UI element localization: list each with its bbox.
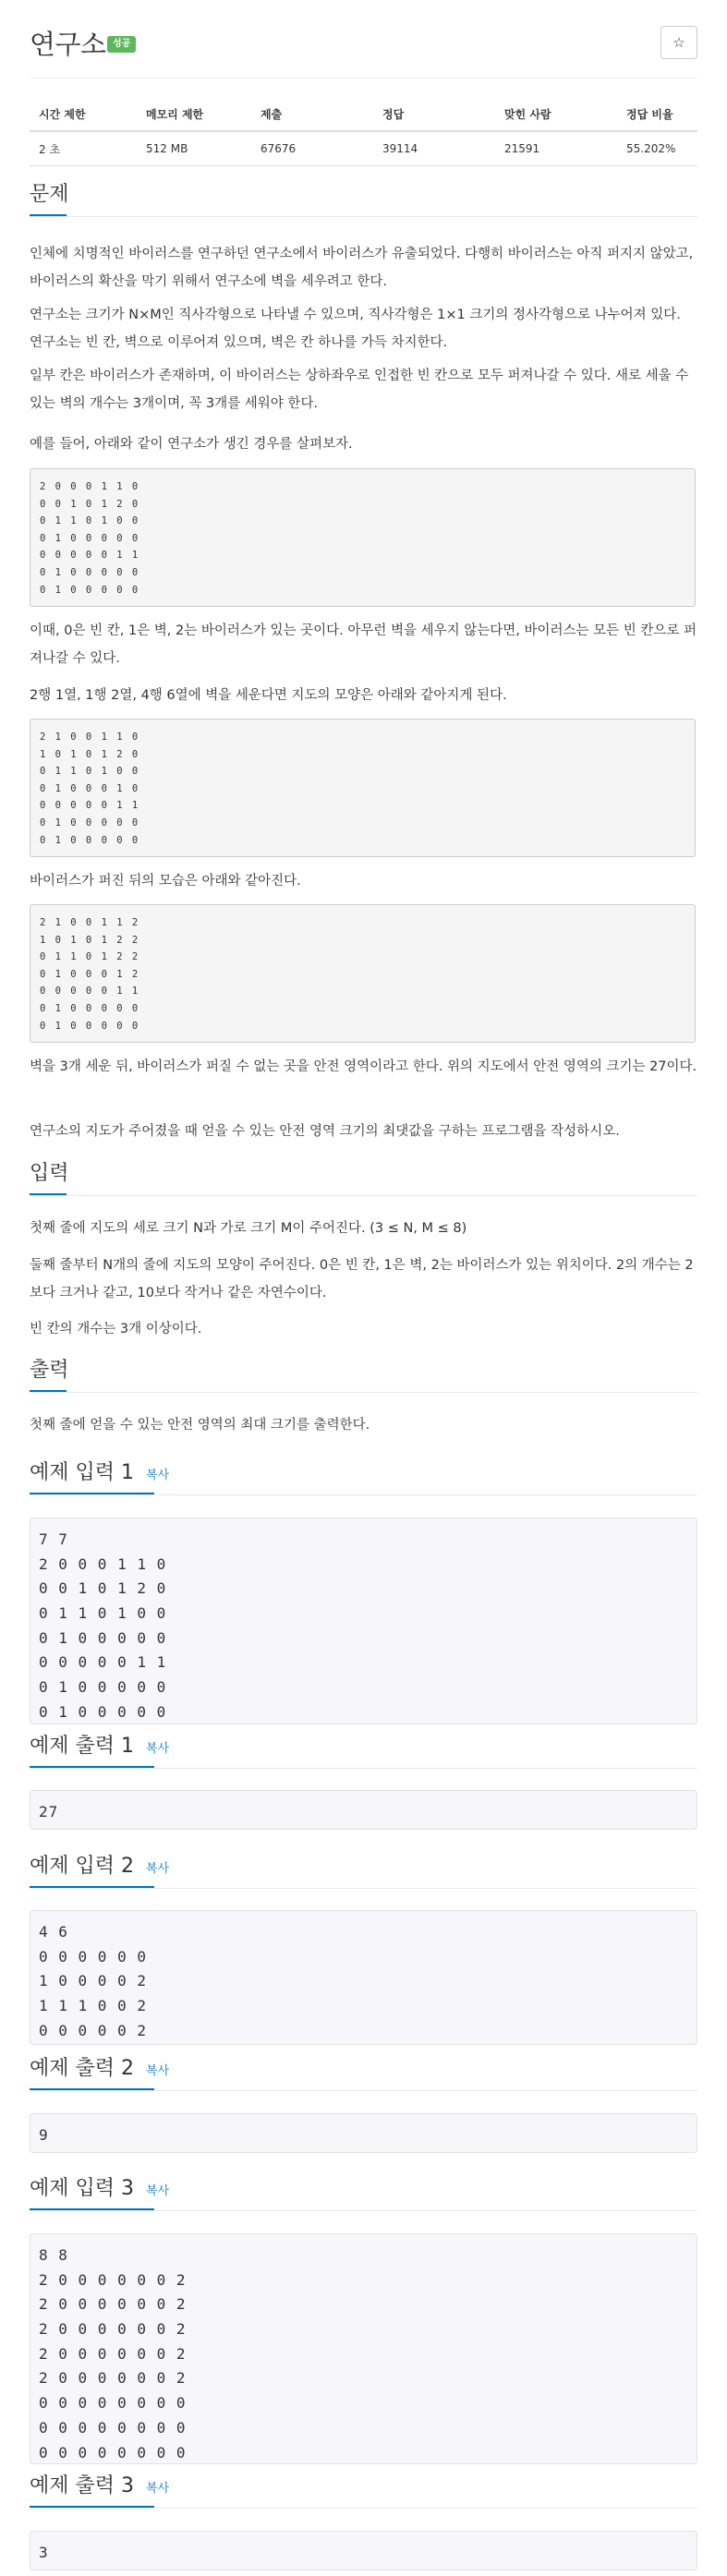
copy-button[interactable]: 복사: [146, 2184, 170, 2198]
section-divider: [30, 1195, 697, 1196]
info-header-submit: 제출: [251, 98, 373, 131]
info-time-limit: 2 초: [30, 131, 137, 166]
grid-row: 0 1 1 0 1 0 0: [40, 515, 140, 527]
section-divider: [30, 2508, 697, 2509]
example-grid-2: [30, 719, 696, 857]
sample-title-text: 예제 입력 2: [30, 1855, 134, 1878]
grid-row: 0 1 0 0 0 0 0: [40, 816, 140, 828]
sample-line: 27: [39, 1803, 59, 1820]
star-button[interactable]: [660, 26, 697, 59]
output-title-text: 출력: [30, 1359, 69, 1382]
sample-title-text: 예제 출력 1: [30, 1735, 134, 1758]
sample-line: 1 0 0 0 0 2: [39, 1972, 147, 1990]
sample-input-3: [30, 2233, 697, 2464]
header-divider: [30, 78, 697, 79]
info-solvers: 21591: [495, 131, 617, 166]
section-divider: [30, 1768, 697, 1769]
sample-line: 0 0 1 0 1 2 0: [39, 1579, 167, 1598]
grid-row: 0 1 0 0 0 0 0: [40, 566, 140, 578]
info-accept-ratio: 55.202%: [617, 131, 697, 166]
info-accepted: 39114: [373, 131, 495, 166]
grid-row: 0 1 0 0 0 0 0: [40, 584, 140, 596]
info-memory-limit: 512 MB: [137, 131, 251, 166]
copy-button[interactable]: 복사: [146, 1742, 170, 1756]
sample-line: 0 0 0 0 0 0 0 0: [39, 2443, 187, 2461]
sample-input-1: [30, 1518, 697, 1724]
grid-row: 2 0 0 0 1 1 0: [40, 481, 140, 492]
info-header-solvers: 맞힌 사람: [495, 98, 617, 131]
grid-row: 1 0 1 0 1 2 2: [40, 934, 140, 946]
sample-title-text: 예제 출력 3: [30, 2474, 134, 2497]
output-section-title: [30, 1354, 69, 1383]
sample-line: 3: [39, 2544, 49, 2561]
grid-row: 1 0 1 0 1 2 0: [40, 748, 140, 760]
section-divider: [30, 1888, 697, 1889]
sample-line: 0 0 0 0 0 0 0 0: [39, 2394, 187, 2413]
sample-line: 7 7: [39, 1530, 68, 1548]
copy-button[interactable]: 복사: [146, 2064, 170, 2078]
problem-info-table: [30, 98, 697, 166]
section-divider: [30, 1392, 697, 1393]
grid-row: 0 1 0 0 0 0 0: [40, 1002, 140, 1014]
grid-row: 0 1 0 0 0 0 0: [40, 1020, 140, 1032]
sample-line: 0 1 0 0 0 0 0: [39, 1628, 167, 1647]
sample-line: 0 1 0 0 0 0 0: [39, 1678, 167, 1697]
info-header-memory: 메모리 제한: [137, 98, 251, 131]
star-icon: ☆: [672, 34, 685, 51]
sample-input-1-title: [30, 1457, 169, 1485]
example-grid-3: [30, 904, 696, 1043]
page-header: [30, 26, 697, 67]
input-title-text: 입력: [30, 1162, 69, 1185]
info-header-accepted: 정답: [373, 98, 495, 131]
sample-input-2-title: [30, 1850, 169, 1879]
sample-output-1-title: [30, 1730, 169, 1759]
section-divider: [30, 2210, 697, 2211]
sample-output-2-title: [30, 2052, 169, 2081]
problem-paragraph: 벽을 3개 세운 뒤, 바이러스가 퍼질 수 없는 곳을 안전 영역이라고 한다. 위의 지도에서 안전 영역의 크기는 27이다.: [30, 1059, 697, 1074]
problem-paragraph: 바이러스가 퍼진 뒤의 모습은 아래와 같아진다.: [30, 874, 301, 889]
info-table-header-row: [30, 98, 697, 131]
grid-row: 0 1 1 0 1 2 2: [40, 951, 140, 963]
grid-row: 0 0 0 0 0 1 1: [40, 986, 140, 998]
input-paragraph: 첫째 줄에 지도의 세로 크기 N과 가로 크기 M이 주어진다. (3 ≤ N, M ≤ 8): [30, 1221, 467, 1236]
sample-line: 2 0 0 0 0 0 0 2: [39, 2270, 187, 2289]
sample-title-text: 예제 입력 3: [30, 2177, 134, 2200]
grid-row: 2 1 0 0 1 1 0: [40, 732, 140, 743]
section-divider: [30, 1494, 697, 1495]
sample-title-text: 예제 입력 1: [30, 1461, 134, 1484]
grid-row: 0 1 0 0 0 0 0: [40, 532, 140, 544]
sample-line: 0 1 1 0 1 0 0: [39, 1604, 167, 1623]
sample-line: 2 0 0 0 0 0 0 2: [39, 2369, 187, 2388]
info-table-value-row: [30, 131, 697, 166]
sample-line: 0 0 0 0 0 0: [39, 1947, 147, 1965]
grid-row: 0 0 1 0 1 2 0: [40, 498, 140, 510]
sample-input-2: [30, 1910, 697, 2045]
section-divider: [30, 2090, 697, 2091]
copy-button[interactable]: 복사: [146, 2482, 170, 2496]
sample-line: 2 0 0 0 0 0 0 2: [39, 2320, 187, 2339]
info-header-time: 시간 제한: [30, 98, 137, 131]
problem-paragraph: 이때, 0은 빈 칸, 1은 벽, 2는 바이러스가 있는 곳이다. 아무런 벽을 세우지 않는다면, 바이러스는 모든 빈 칸으로 퍼져나갈 수 있다.: [30, 623, 697, 666]
sample-line: 1 1 1 0 0 2: [39, 1997, 147, 2015]
sample-line: 0 0 0 0 0 1 1: [39, 1653, 167, 1672]
grid-row: 0 0 0 0 0 1 1: [40, 550, 140, 562]
copy-button[interactable]: 복사: [146, 1469, 170, 1482]
sample-line: 9: [39, 2126, 49, 2144]
sample-line: 2 0 0 0 1 1 0: [39, 1554, 167, 1573]
input-paragraph: 빈 칸의 개수는 3개 이상이다.: [30, 1322, 202, 1336]
problem-paragraph: 연구소는 크기가 N×M인 직사각형으로 나타낼 수 있으며, 직사각형은 1×1 크기의 정사각형으로 나누어져 있다. 연구소는 빈 칸, 벽으로 이루어져 있으며, 벽은 칸 하나를 가득 차지한다.: [30, 308, 681, 350]
grid-row: 0 1 0 0 0 0 0: [40, 834, 140, 846]
problem-paragraph: 2행 1열, 1행 2열, 4행 6열에 벽을 세운다면 지도의 모양은 아래와 같아지게 된다.: [30, 688, 507, 703]
grid-row: 0 0 0 0 0 1 1: [40, 800, 140, 812]
sample-output-3-title: [30, 2470, 169, 2498]
sample-output-3: [30, 2531, 697, 2570]
input-paragraph: 둘째 줄부터 N개의 줄에 지도의 모양이 주어진다. 0은 빈 칸, 1은 벽, 2는 바이러스가 있는 위치이다. 2의 개수는 2보다 크거나 같고, 10보다 작거나 같은 자연수이다.: [30, 1258, 694, 1300]
example-grid-1: [30, 468, 696, 607]
input-section-title: [30, 1157, 69, 1186]
grid-row: 0 1 0 0 0 1 0: [40, 782, 140, 794]
sample-output-2: [30, 2113, 697, 2153]
sample-line: 8 8: [39, 2246, 68, 2264]
grid-row: 2 1 0 0 1 1 2: [40, 917, 140, 928]
problem-paragraph: 인체에 치명적인 바이러스를 연구하던 연구소에서 바이러스가 유출되었다. 다행히 바이러스는 아직 퍼지지 않았고, 바이러스의 확산을 막기 위해서 연구소에 벽을 세우려고 한다.: [30, 247, 694, 289]
problem-paragraph: 연구소의 지도가 주어졌을 때 얻을 수 있는 안전 영역 크기의 최댓값을 구하는 프로그램을 작성하시오.: [30, 1124, 620, 1139]
sample-title-text: 예제 출력 2: [30, 2057, 134, 2080]
sample-line: 2 0 0 0 0 0 0 2: [39, 2344, 187, 2363]
sample-line: 0 1 0 0 0 0 0: [39, 1702, 167, 1721]
sample-output-1: [30, 1790, 697, 1830]
sample-line: 0 0 0 0 0 0 0 0: [39, 2418, 187, 2437]
status-badge: 성공: [107, 36, 136, 53]
problem-section-title: [30, 178, 69, 207]
sample-line: 4 6: [39, 1923, 68, 1941]
grid-row: 0 1 1 0 1 0 0: [40, 766, 140, 778]
sample-line: 0 0 0 0 0 2: [39, 2021, 147, 2039]
grid-row: 0 1 0 0 0 1 2: [40, 968, 140, 980]
sample-line: 2 0 0 0 0 0 0 2: [39, 2295, 187, 2314]
problem-title-text: 문제: [30, 183, 69, 206]
copy-button[interactable]: 복사: [146, 1862, 170, 1876]
problem-paragraph: 일부 칸은 바이러스가 존재하며, 이 바이러스는 상하좌우로 인접한 빈 칸으로 모두 퍼져나갈 수 있다. 새로 세울 수 있는 벽의 개수는 3개이며, 꼭 3개를 세워야 한다.: [30, 369, 689, 411]
page-title: 연구소: [30, 29, 106, 60]
output-paragraph: 첫째 줄에 얻을 수 있는 안전 영역의 최대 크기를 출력한다.: [30, 1418, 370, 1433]
problem-paragraph: 예를 들어, 아래와 같이 연구소가 생긴 경우를 살펴보자.: [30, 437, 353, 452]
info-header-ratio: 정답 비율: [617, 98, 697, 131]
section-divider: [30, 216, 697, 217]
info-submissions: 67676: [251, 131, 373, 166]
sample-input-3-title: [30, 2172, 169, 2201]
